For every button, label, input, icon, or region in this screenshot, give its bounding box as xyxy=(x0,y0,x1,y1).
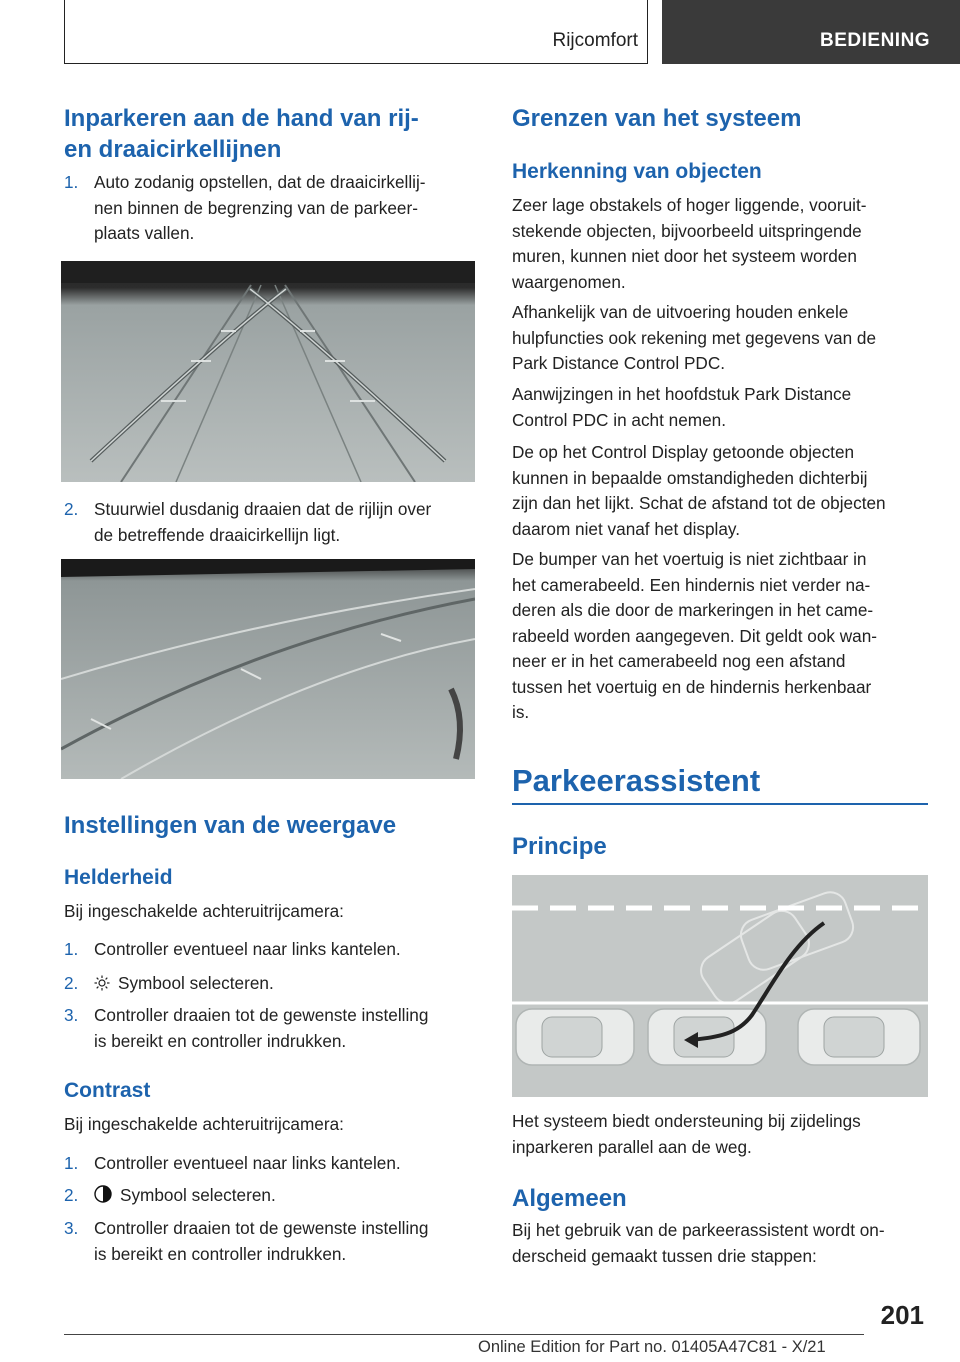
paragraph: Zeer lage obstakels of hoger liggende, vooruit‐ stekende objecten, bijvoorbeeld uitspringende muren, kunnen niet door het systeem worden waargenomen. xyxy=(512,195,867,292)
heading-general: Algemeen xyxy=(512,1185,627,1212)
heading-principle: Principe xyxy=(512,833,607,860)
chapter-title: Parkeerassistent xyxy=(512,763,761,798)
camera-steering-image xyxy=(61,559,475,779)
heading-turning-lines xyxy=(64,103,419,165)
paragraph: De bumper van het voertuig is niet zichtbaar in het camerabeeld. Een hindernis niet verder na‐ deren als die door de markeringen in het came‐ rabeeld worden aangegeven. Dit geldt ook wan‐ neer er in het camerabeeld nog een afstand tussen het voertuig en de hindernis herkenbaar is. xyxy=(512,549,877,722)
footer-edition: Online Edition for Part no. 01405A47C81 - X/21 xyxy=(478,1338,826,1356)
subheading-object-detection: Herkenning van objecten xyxy=(512,160,762,183)
brightness-intro: Bij ingeschakelde achteruitrijcamera: xyxy=(64,901,344,921)
list-number: 2. xyxy=(64,499,79,519)
chapter-rule xyxy=(512,803,928,805)
principle-text: Het systeem biedt ondersteuning bij zijdelings inparkeren parallel aan de weg. xyxy=(512,1111,861,1157)
heading-system-limits: Grenzen van het systeem xyxy=(512,105,802,132)
sun-icon xyxy=(94,973,110,999)
list-text: Stuurwiel dusdanig draaien dat de rijlijn over de betreffende draaicirkellijn ligt. xyxy=(94,499,432,545)
header-chapter: BEDIENING xyxy=(662,0,960,64)
subheading-brightness: Helderheid xyxy=(64,866,173,889)
heading-line-1: Inparkeren aan de hand van rij‐ xyxy=(64,105,419,132)
page-number: 201 xyxy=(880,1300,924,1330)
general-text: Bij het gebruik van de parkeerassistent wordt on‐ derscheid gemaakt tussen drie stappen: xyxy=(512,1220,885,1266)
contrast-intro: Bij ingeschakelde achteruitrijcamera: xyxy=(64,1114,344,1134)
paragraph: Afhankelijk van de uitvoering houden enkele hulpfuncties ook rekening met gegevens van de Park Distance Control PDC. xyxy=(512,302,877,373)
camera-turning-lines-image xyxy=(61,261,475,482)
list-text: Auto zodanig opstellen, dat de draaicirkellij‐ nen binnen de begrenzing van de parkeer‐ plaats vallen. xyxy=(94,172,426,243)
paragraph: Aanwijzingen in het hoofdstuk Park Distance Control PDC in acht nemen. xyxy=(512,384,852,430)
footer-rule xyxy=(64,1334,864,1335)
paragraph: De op het Control Display getoonde objecten kunnen in bepaalde omstandigheden dichterbij zijn dan het lijkt. Schat de afstand tot de objecten daarom niet vanaf het display. xyxy=(512,442,886,539)
subheading-contrast: Contrast xyxy=(64,1079,151,1102)
list-number: 1. xyxy=(64,172,79,192)
header-section: Rijcomfort xyxy=(552,30,638,51)
heading-line-2: en draaicirkellijnen xyxy=(64,136,282,163)
parking-assistant-illustration xyxy=(512,875,928,1097)
contrast-icon xyxy=(94,1185,112,1211)
heading-display-settings: Instellingen van de weergave xyxy=(64,812,397,839)
